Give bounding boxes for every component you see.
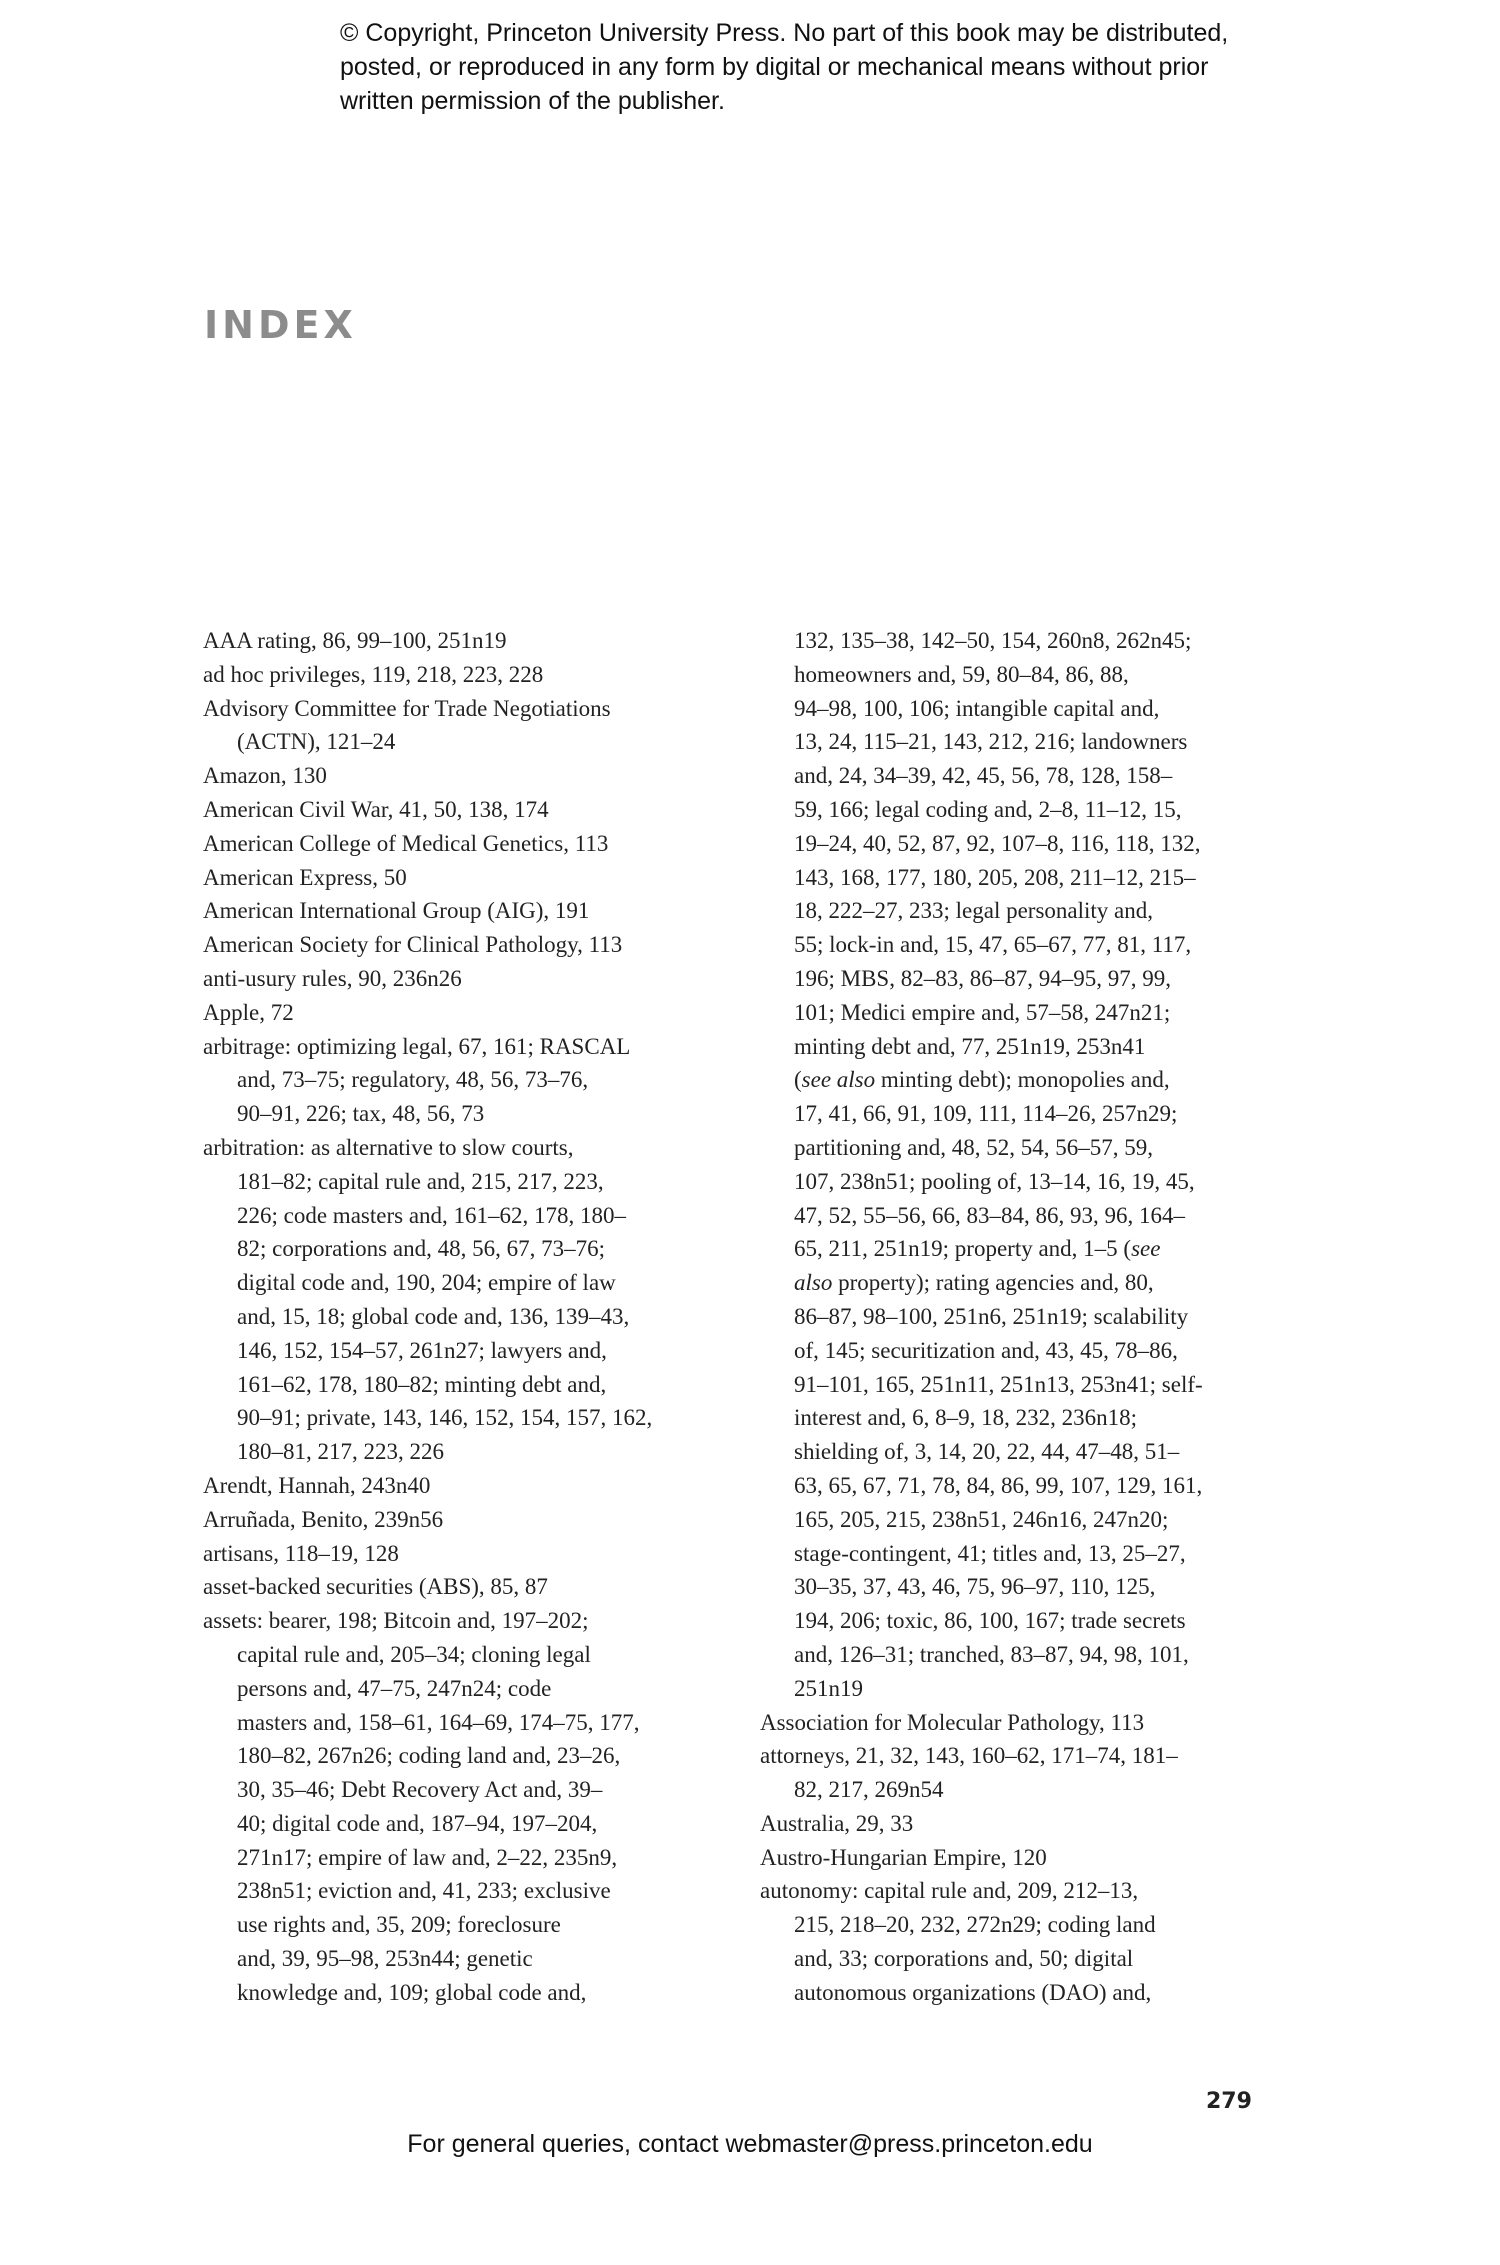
index-entry-continuation: 180–82, 267n26; coding land and, 23–26,: [237, 1743, 621, 1769]
index-entry-continuation: 101; Medici empire and, 57–58, 247n21;: [794, 999, 1171, 1025]
index-entry-continuation: 196; MBS, 82–83, 86–87, 94–95, 97, 99,: [794, 965, 1171, 991]
index-entry-continuation: knowledge and, 109; global code and,: [237, 1979, 587, 2005]
index-entry-continuation: 55; lock-in and, 15, 47, 65–67, 77, 81, 117,: [794, 932, 1192, 958]
index-entry-continuation: of, 145; securitization and, 43, 45, 78–86,: [794, 1337, 1178, 1363]
copyright-notice: © Copyright, Princeton University Press. No part of this book may be distributed, posted, or reproduced in any form by digital or mechanical means without prior written permission of the publisher.: [340, 19, 1229, 115]
index-entry-continuation: partitioning and, 48, 52, 54, 56–57, 59,: [794, 1134, 1154, 1160]
page-title: INDEX: [204, 303, 357, 347]
index-entry-continuation: (ACTN), 121–24: [237, 729, 396, 755]
index-entry-continuation: 30–35, 37, 43, 46, 75, 96–97, 110, 125,: [794, 1574, 1156, 1600]
index-entry: Australia, 29, 33: [760, 1810, 914, 1836]
index-entry: American College of Medical Genetics, 113: [203, 830, 609, 856]
index-entry: Arruñada, Benito, 239n56: [203, 1506, 444, 1532]
cross-reference-italic: also: [794, 1270, 833, 1296]
index-entry-continuation: 143, 168, 177, 180, 205, 208, 211–12, 215–: [794, 864, 1196, 890]
index-entry-continuation: 91–101, 165, 251n11, 251n13, 253n41; self-: [794, 1371, 1203, 1397]
index-entry-continuation: 19–24, 40, 52, 87, 92, 107–8, 116, 118, 132,: [794, 830, 1201, 856]
index-entry-continuation: 86–87, 98–100, 251n6, 251n19; scalability: [794, 1303, 1189, 1329]
index-entry-continuation: and, 126–31; tranched, 83–87, 94, 98, 101,: [794, 1641, 1189, 1667]
index-entry-continuation: use rights and, 35, 209; foreclosure: [237, 1912, 561, 1938]
index-entry: AAA rating, 86, 99–100, 251n19: [203, 628, 507, 653]
index-entry: American Express, 50: [203, 864, 407, 890]
index-entry-continuation: 132, 135–38, 142–50, 154, 260n8, 262n45;: [794, 628, 1192, 653]
index-entry-continuation: 146, 152, 154–57, 261n27; lawyers and,: [237, 1337, 607, 1363]
index-entry-continuation: homeowners and, 59, 80–84, 86, 88,: [794, 661, 1129, 687]
index-entry-continuation: and, 15, 18; global code and, 136, 139–43,: [237, 1303, 630, 1329]
index-entry-continuation: 161–62, 178, 180–82; minting debt and,: [237, 1371, 607, 1397]
index-entry: Advisory Committee for Trade Negotiations: [203, 695, 611, 721]
index-entry-continuation: 94–98, 100, 106; intangible capital and,: [794, 695, 1160, 721]
index-entry-continuation: 82; corporations and, 48, 56, 67, 73–76;: [237, 1236, 605, 1262]
index-entry-continuation: 82, 217, 269n54: [794, 1777, 944, 1803]
index-entry-continuation: autonomous organizations (DAO) and,: [794, 1979, 1152, 2005]
index-entry: Austro-Hungarian Empire, 120: [760, 1844, 1047, 1870]
index-entry-continuation: 194, 206; toxic, 86, 100, 167; trade secrets: [794, 1608, 1186, 1634]
index-entry-continuation: interest and, 6, 8–9, 18, 232, 236n18;: [794, 1405, 1138, 1431]
index-entry: Association for Molecular Pathology, 113: [760, 1709, 1145, 1735]
index-entry: American Civil War, 41, 50, 138, 174: [203, 796, 549, 822]
index-entry: anti-usury rules, 90, 236n26: [203, 965, 462, 991]
index-entry-continuation: and, 39, 95–98, 253n44; genetic: [237, 1946, 533, 1972]
cross-reference-italic: see also: [801, 1067, 876, 1093]
index-entry-continuation: 271n17; empire of law and, 2–22, 235n9,: [237, 1844, 618, 1870]
index-entry-continuation: 47, 52, 55–56, 66, 83–84, 86, 93, 96, 164–: [794, 1202, 1185, 1228]
index-entry-continuation: persons and, 47–75, 247n24; code: [237, 1675, 552, 1701]
index-entry-continuation: capital rule and, 205–34; cloning legal: [237, 1641, 591, 1667]
index-entry: autonomy: capital rule and, 209, 212–13,: [760, 1878, 1139, 1904]
index-entry: Apple, 72: [203, 999, 294, 1025]
index-entry-continuation: and, 73–75; regulatory, 48, 56, 73–76,: [237, 1067, 589, 1093]
index-entry: assets: bearer, 198; Bitcoin and, 197–202;: [203, 1608, 589, 1634]
index-entry: ad hoc privileges, 119, 218, 223, 228: [203, 661, 544, 687]
index-entry-continuation: 251n19: [794, 1675, 863, 1701]
index-entry-continuation: (see also minting debt); monopolies and,: [794, 1067, 1170, 1093]
index-entry-continuation: and, 24, 34–39, 42, 45, 56, 78, 128, 158–: [794, 763, 1173, 789]
index-entry-continuation: 90–91, 226; tax, 48, 56, 73: [237, 1101, 485, 1127]
index-entry-continuation: 17, 41, 66, 91, 109, 111, 114–26, 257n29;: [794, 1101, 1178, 1127]
index-entry-continuation: 63, 65, 67, 71, 78, 84, 86, 99, 107, 129, 161,: [794, 1472, 1203, 1498]
index-entry: Amazon, 130: [203, 763, 327, 789]
index-entry: arbitrage: optimizing legal, 67, 161; RASCAL: [203, 1033, 631, 1059]
footer-contact: For general queries, contact webmaster@press.princeton.edu: [407, 2130, 1093, 2158]
index-entry-continuation: 165, 205, 215, 238n51, 246n16, 247n20;: [794, 1506, 1169, 1532]
index-entry-continuation: minting debt and, 77, 251n19, 253n41: [794, 1033, 1146, 1059]
cross-reference-italic: see: [1131, 1236, 1161, 1262]
index-entry-continuation: 18, 222–27, 233; legal personality and,: [794, 898, 1153, 924]
index-entry-continuation: also property); rating agencies and, 80,: [794, 1270, 1154, 1296]
index-entry-continuation: 90–91; private, 143, 146, 152, 154, 157, 162,: [237, 1405, 653, 1431]
index-entry-continuation: masters and, 158–61, 164–69, 174–75, 177,: [237, 1709, 640, 1735]
index-entry-continuation: and, 33; corporations and, 50; digital: [794, 1946, 1134, 1972]
index-entry-continuation: 59, 166; legal coding and, 2–8, 11–12, 15,: [794, 796, 1182, 822]
index-entry: American Society for Clinical Pathology, 113: [203, 932, 623, 958]
index-entry: American International Group (AIG), 191: [203, 898, 590, 924]
index-entry-continuation: 181–82; capital rule and, 215, 217, 223,: [237, 1168, 604, 1194]
index-entry-continuation: digital code and, 190, 204; empire of law: [237, 1270, 616, 1296]
page-number: 279: [1206, 2089, 1252, 2114]
index-entry-continuation: 40; digital code and, 187–94, 197–204,: [237, 1810, 598, 1836]
index-entry-continuation: 226; code masters and, 161–62, 178, 180–: [237, 1202, 627, 1228]
index-entry-continuation: 65, 211, 251n19; property and, 1–5 (see: [794, 1236, 1161, 1262]
index-entry: asset-backed securities (ABS), 85, 87: [203, 1574, 548, 1600]
index-entry-continuation: 238n51; eviction and, 41, 233; exclusive: [237, 1878, 611, 1904]
index-entry-continuation: 215, 218–20, 232, 272n29; coding land: [794, 1912, 1156, 1938]
index-entry-continuation: 30, 35–46; Debt Recovery Act and, 39–: [237, 1777, 603, 1803]
index-entry-continuation: stage-contingent, 41; titles and, 13, 25–27,: [794, 1540, 1186, 1566]
index-entry-continuation: 180–81, 217, 223, 226: [237, 1439, 444, 1465]
index-entry: Arendt, Hannah, 243n40: [203, 1472, 431, 1498]
index-column-right: [760, 624, 1280, 2010]
index-column-left: [203, 624, 723, 2010]
index-entry: attorneys, 21, 32, 143, 160–62, 171–74, 181–: [760, 1743, 1178, 1769]
index-entry: arbitration: as alternative to slow courts,: [203, 1134, 574, 1160]
index-entry: artisans, 118–19, 128: [203, 1540, 399, 1566]
index-entry-continuation: 107, 238n51; pooling of, 13–14, 16, 19, 45,: [794, 1168, 1195, 1194]
index-entry-continuation: 13, 24, 115–21, 143, 212, 216; landowners: [794, 729, 1188, 755]
index-entry-continuation: shielding of, 3, 14, 20, 22, 44, 47–48, 51–: [794, 1439, 1180, 1465]
